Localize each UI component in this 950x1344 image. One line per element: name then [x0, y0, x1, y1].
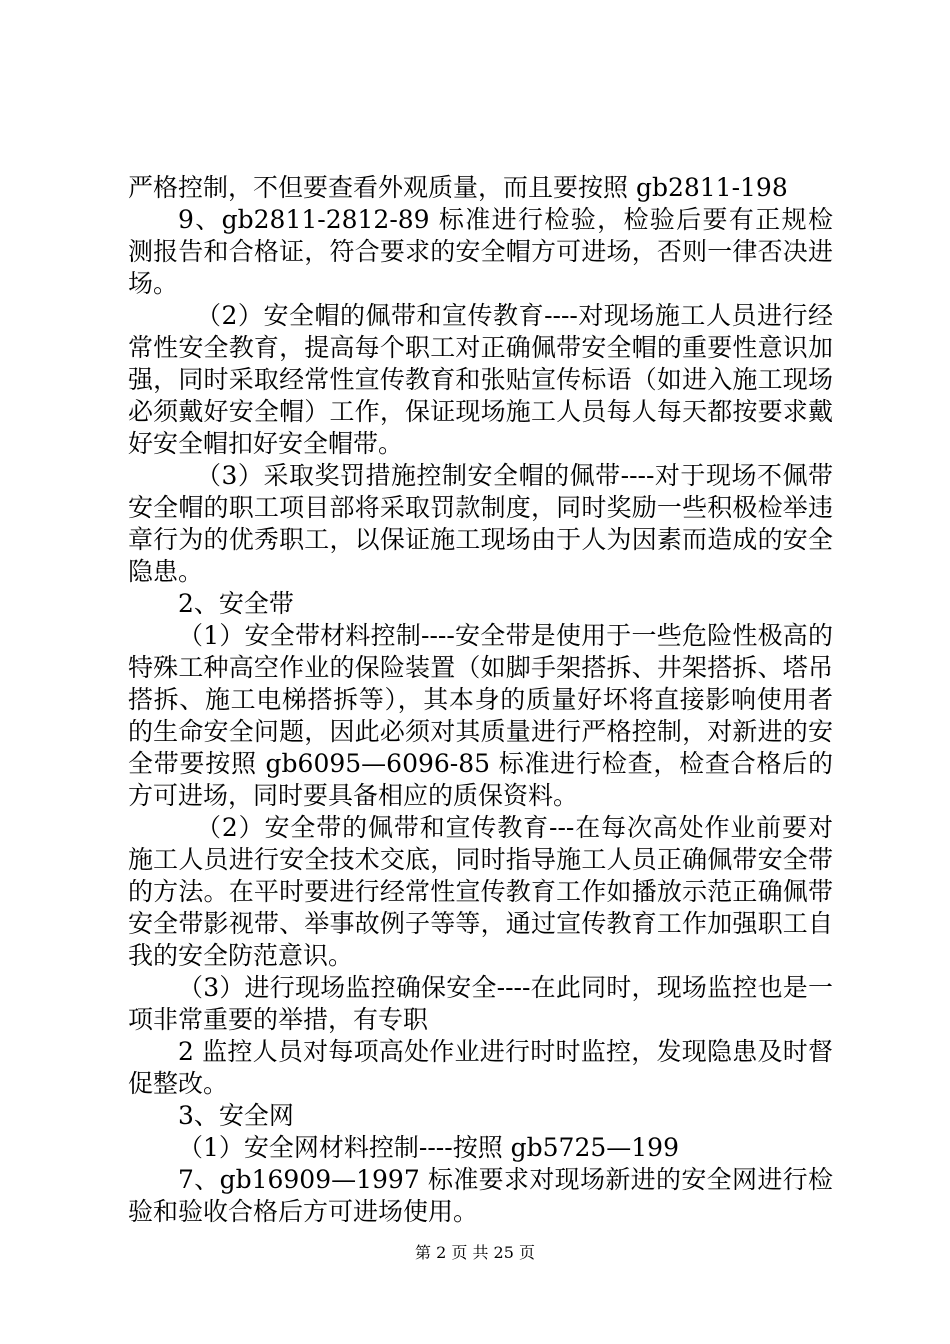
- body-text: [128, 172, 833, 1228]
- page-footer: 第 2 页 共 25 页: [415, 1243, 535, 1262]
- paragraph: 2 监控人员对每项高处作业进行时时监控，发现隐患及时督促整改。: [128, 1037, 833, 1098]
- paragraph: （2）安全带的佩带和宣传教育---在每次高处作业前要对施工人员进行安全技术交底，同时指导施工人员正确佩带安全带的方法。在平时要进行经常性宣传教育工作如播放示范正确佩带安全带影视带、举事故例子等等，通过宣传教育工作加强职工自我的安全防范意识。: [128, 813, 833, 970]
- paragraph: 9、gb2811-2812-89 标准进行检验，检验后要有正规检测报告和合格证，符合要求的安全帽方可进场，否则一律否决进场。: [128, 205, 833, 298]
- paragraph: （1）安全网材料控制----按照 gb5725—199: [178, 1133, 679, 1162]
- paragraph: 严格控制，不但要查看外观质量，而且要按照 gb2811-198: [128, 173, 788, 202]
- paragraph: （3）进行现场监控确保安全----在此同时，现场监控也是一项非常重要的举措，有专职: [128, 973, 833, 1034]
- paragraph: （2）安全帽的佩带和宣传教育----对现场施工人员进行经常性安全教育，提高每个职工对正确佩带安全帽的重要性意识加强，同时采取经常性宣传教育和张贴宣传标语（如进入施工现场必须戴好安全帽）工作，保证现场施工人员每人每天都按要求戴好安全帽扣好安全帽带。: [128, 301, 833, 458]
- paragraph: 7、gb16909—1997 标准要求对现场新进的安全网进行检验和验收合格后方可进场使用。: [128, 1165, 833, 1226]
- section-heading: 3、安全网: [178, 1101, 294, 1130]
- paragraph: （1）安全带材料控制----安全带是使用于一些危险性极高的特殊工种高空作业的保险装置（如脚手架搭拆、井架搭拆、塔吊搭拆、施工电梯搭拆等），其本身的质量好坏将直接影响使用者的生命安全问题，因此必须对其质量进行严格控制，对新进的安全带要按照 gb6095—6096-85 标准进行检查，检查合格后的方可进场，同时要具备相应的质保资料。: [128, 621, 833, 810]
- paragraph: （3）采取奖罚措施控制安全帽的佩带----对于现场不佩带安全帽的职工项目部将采取罚款制度，同时奖励一些积极检举违章行为的优秀职工，以保证施工现场由于人为因素而造成的安全隐患。: [128, 461, 833, 586]
- section-heading: 2、安全带: [178, 589, 294, 618]
